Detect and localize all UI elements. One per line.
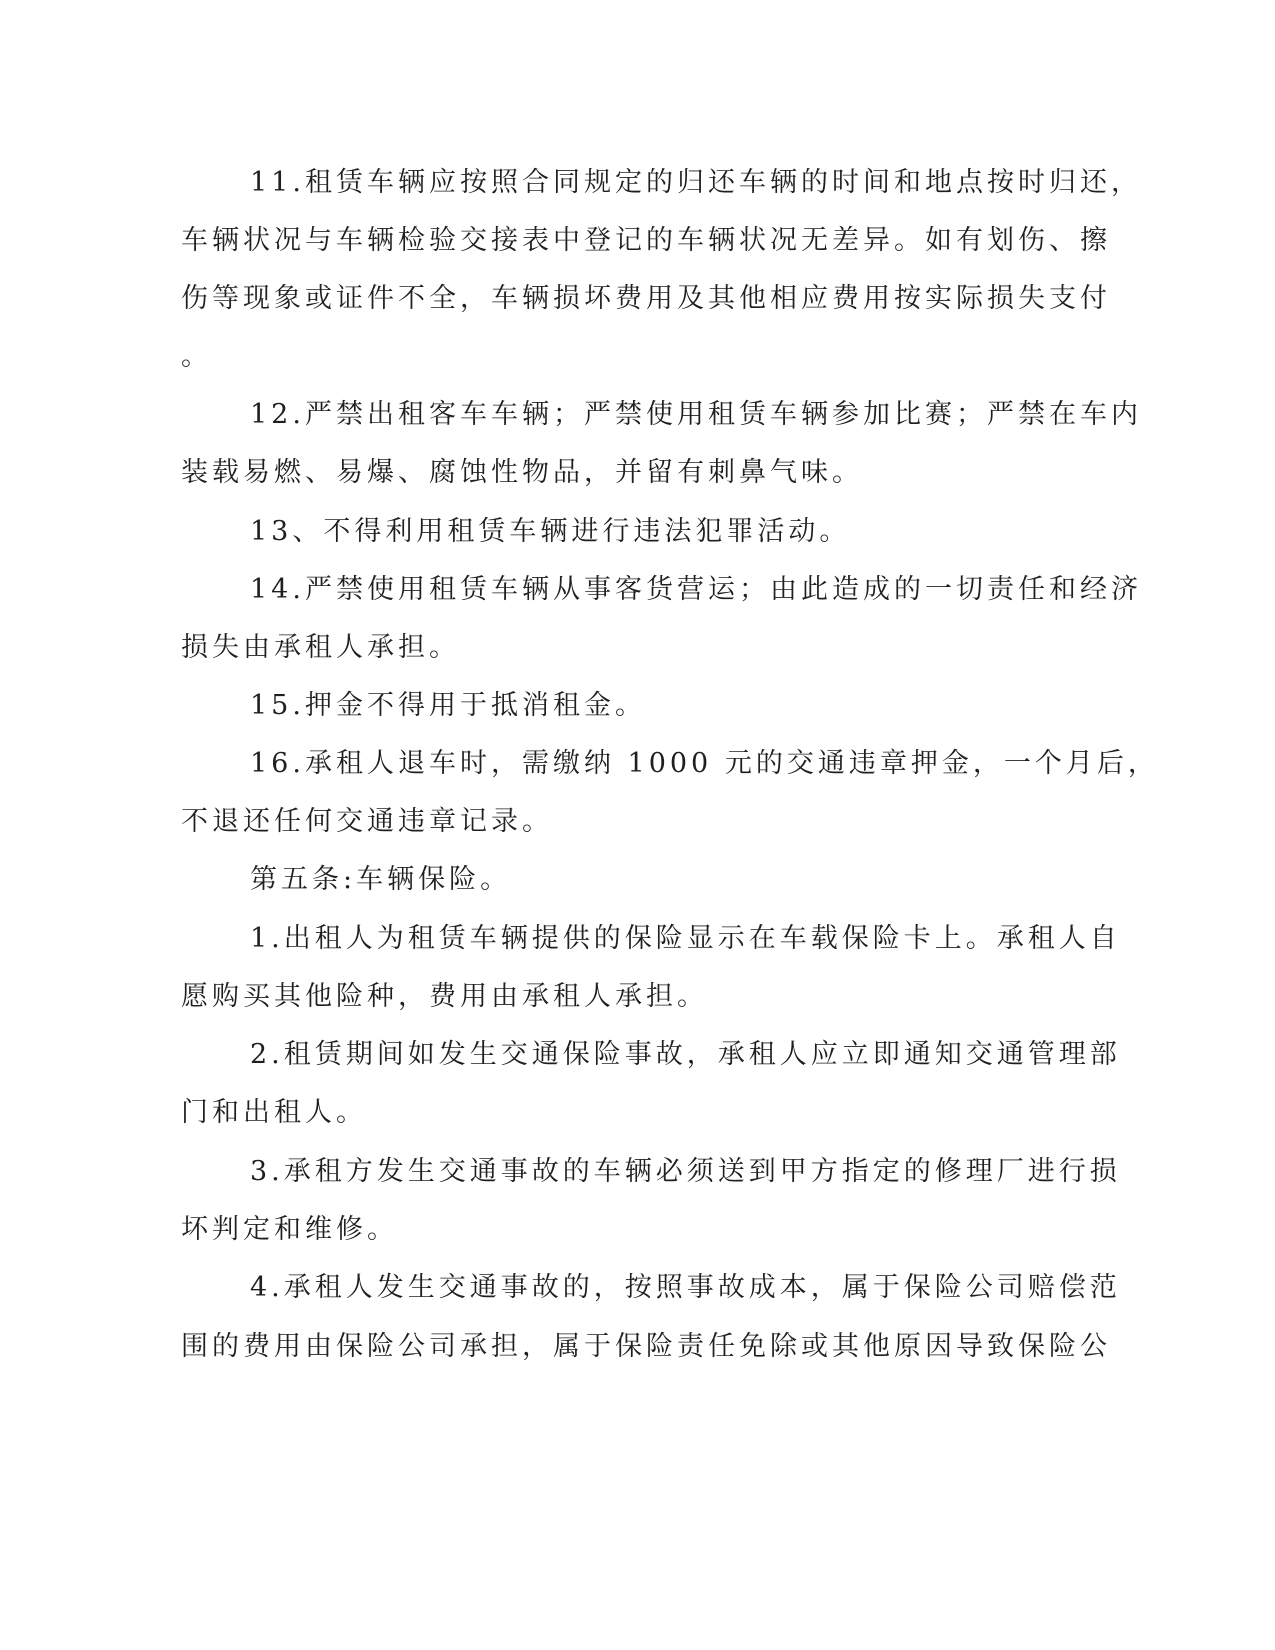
text-line: 16.承租人退车时，需缴纳 1000 元的交通违章押金，一个月后， [250, 748, 1159, 779]
text-line: 不退还任何交通违章记录。 [181, 806, 553, 837]
text-line: 损失由承租人承担。 [181, 632, 460, 663]
text-line: 4.承租人发生交通事故的，按照事故成本，属于保险公司赔偿范 [250, 1272, 1121, 1303]
text-line: 愿购买其他险种，费用由承租人承担。 [181, 981, 708, 1012]
text-line: 13、不得利用租赁车辆进行违法犯罪活动。 [250, 516, 851, 547]
text-line: 坏判定和维修。 [181, 1214, 398, 1245]
text-line: 15.押金不得用于抵消租金。 [250, 690, 646, 721]
text-line: 11.租赁车辆应按照合同规定的归还车辆的时间和地点按时归还， [250, 167, 1142, 198]
text-line: 。 [181, 341, 212, 372]
text-line: 2.租赁期间如发生交通保险事故，承租人应立即通知交通管理部 [250, 1039, 1121, 1070]
text-line: 车辆状况与车辆检验交接表中登记的车辆状况无差异。如有划伤、擦 [181, 225, 1111, 256]
text-line: 装载易燃、易爆、腐蚀性物品，并留有刺鼻气味。 [181, 457, 863, 488]
text-line: 围的费用由保险公司承担，属于保险责任免除或其他原因导致保险公 [181, 1331, 1111, 1362]
text-line: 12.严禁出租客车车辆；严禁使用租赁车辆参加比赛；严禁在车内 [250, 399, 1142, 430]
text-line: 门和出租人。 [181, 1097, 367, 1128]
section-heading: 第五条:车辆保险。 [250, 864, 512, 895]
text-line: 伤等现象或证件不全，车辆损坏费用及其他相应费用按实际损失支付 [181, 283, 1111, 314]
text-line: 3.承租方发生交通事故的车辆必须送到甲方指定的修理厂进行损 [250, 1156, 1121, 1187]
text-line: 1.出租人为租赁车辆提供的保险显示在车载保险卡上。承租人自 [250, 923, 1121, 954]
text-line: 14.严禁使用租赁车辆从事客货营运；由此造成的一切责任和经济 [250, 574, 1142, 605]
